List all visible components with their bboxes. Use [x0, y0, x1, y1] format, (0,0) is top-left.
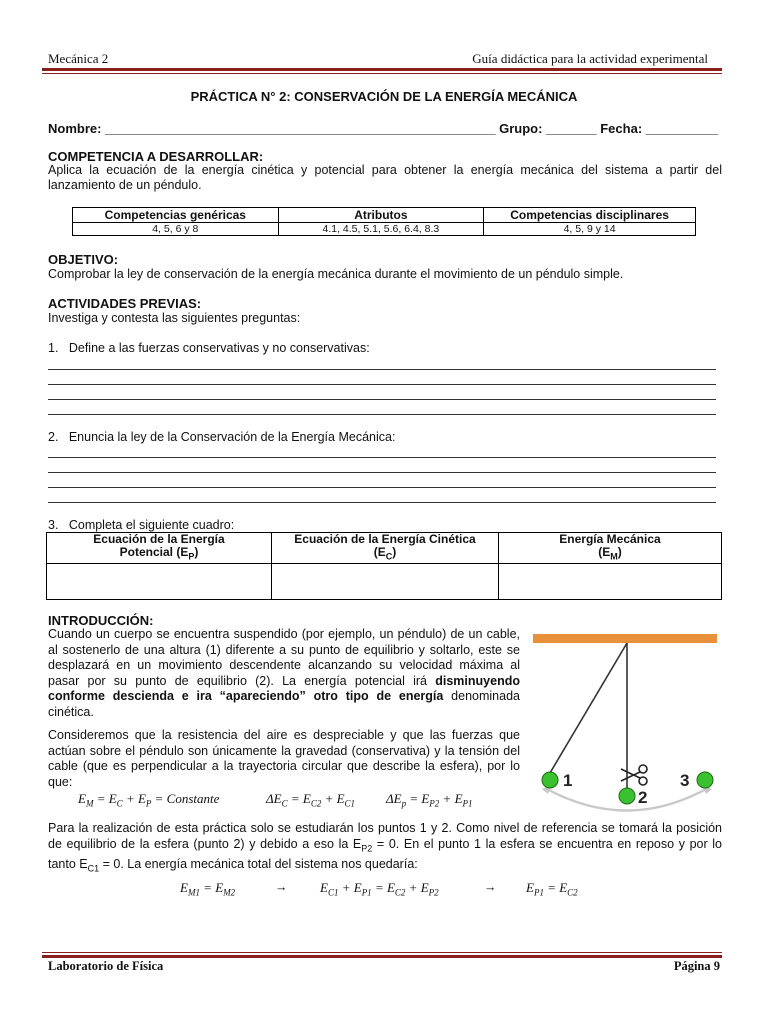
question-2: 2. Enuncia la ley de la Conservación de la Energía Mecánica: — [48, 430, 396, 444]
answer-line[interactable] — [48, 457, 716, 458]
nombre-line: Nombre: ______________________________________________________ Grupo: _______ Fecha: __________ — [48, 121, 719, 136]
previas-intro: Investiga y contesta las siguientes preguntas: — [48, 311, 301, 325]
energy-header-mecanica-line2: (E — [598, 545, 611, 559]
answer-line[interactable] — [48, 369, 716, 370]
answer-line[interactable] — [48, 472, 716, 473]
comp-header-genericas: Competencias genéricas — [73, 208, 279, 223]
question-3: 3. Completa el siguiente cuadro: — [48, 518, 235, 532]
competencia-text: Aplica la ecuación de la energía cinética y potencial para obtener la energía mecánica del sistema a partir del lanzamiento de un péndulo. — [48, 163, 722, 192]
energy-header-potencial-line1: Ecuación de la Energía — [93, 532, 225, 546]
answer-cell-mecanica[interactable] — [499, 564, 722, 600]
arrow-icon: → — [275, 880, 288, 894]
equation-energy-balance: $E_{C1} + E_{P1} = E_{C2} + E_{P2}$ — [320, 880, 439, 898]
objetivo-text: Comprobar la ley de conservación de la energía mecánica durante el movimiento de un péndulo simple. — [48, 267, 624, 281]
footer-left: Laboratorio de Física — [48, 959, 164, 973]
energy-header-cinetica — [272, 533, 499, 564]
header-right: Guía didáctica para la actividad experimental — [472, 51, 708, 66]
ball-position-3 — [697, 772, 713, 788]
comp-value-disciplinares: 4, 5, 9 y 14 — [484, 223, 696, 236]
competencias-table — [72, 207, 696, 236]
sub-p: P — [188, 551, 195, 562]
question-1: 1. Define a las fuerzas conservativas y no conservativas: — [48, 341, 370, 355]
energy-header-potencial-line2: Potencial (E — [119, 545, 189, 559]
intro-heading: INTRODUCCIÓN: — [48, 613, 154, 628]
comp-header-atributos: Atributos — [278, 208, 484, 223]
header-left: Mecánica 2 — [48, 51, 109, 66]
equation-delta-ec: $\Delta E_C = E_{C2} + E_{C1}$ — [266, 791, 356, 809]
energy-header-potencial — [47, 533, 272, 564]
intro-p1-emphasis: disminuyendo conforme descienda e ira “apareciendo” otro tipo de energía — [48, 673, 520, 703]
sub-c: C — [385, 551, 393, 562]
intro-paragraph-2: Consideremos que la resistencia del aire es despreciable y que las fuerzas que actúan sobre el péndulo son únicamente la gravedad (conservativa) y la tensión del cable (que es perpendicular a la trayectoria circular que describe la esfera), por lo que: — [48, 728, 520, 789]
arrow-icon: → — [484, 880, 497, 894]
comp-header-disciplinares: Competencias disciplinares — [484, 208, 696, 223]
footer-rule — [42, 955, 722, 958]
answer-cell-potencial[interactable] — [47, 564, 272, 600]
page-number: Página 9 — [673, 959, 720, 973]
previas-heading: ACTIVIDADES PREVIAS: — [48, 296, 202, 311]
answer-line[interactable] — [48, 502, 716, 503]
paren: ) — [194, 545, 199, 559]
energy-header-cinetica-line2: (E — [373, 545, 386, 559]
equation-em: $E_M = E_C + E_P$ = Constante — [78, 791, 220, 809]
support-bar — [533, 634, 717, 643]
answer-line[interactable] — [48, 414, 716, 415]
intro-p1-text: Cuando un cuerpo se encuentra suspendido (por ejemplo, un péndulo) de un cable, al sostenerlo de una altura (1) diferente a su punto de equilibrio y soltarlo, este se desplazará en un movimiento descendente alcanzando su velocidad máxima al pasar por su punto de equilibrio (2). La energía potencial irá — [48, 627, 520, 688]
energy-table — [46, 532, 722, 600]
pendulum-figure — [530, 628, 720, 814]
answer-cell-cinetica[interactable] — [272, 564, 499, 600]
header-rule-thin — [42, 73, 722, 74]
equation-em1-em2: $E_{M1} = E_{M2}$ — [180, 880, 236, 898]
header-rule — [42, 68, 722, 71]
paren: ) — [392, 545, 397, 559]
answer-line[interactable] — [48, 399, 716, 400]
equation-delta-ep: $\Delta E_p = E_{P2} + E_{P1}$ — [386, 791, 473, 809]
energy-header-cinetica-line1: Ecuación de la Energía Cinética — [294, 532, 476, 546]
pendulum-cable-pos1 — [550, 643, 627, 773]
intro-p1-end: denominada cinética. — [48, 689, 520, 719]
answer-line[interactable] — [48, 487, 716, 488]
scissors-icon — [621, 765, 647, 785]
energy-header-mecanica-line1: Energía Mecánica — [559, 532, 661, 546]
ball-position-1 — [542, 772, 558, 788]
answer-line[interactable] — [48, 384, 716, 385]
comp-value-atributos: 4.1, 4.5, 5.1, 5.6, 6.4, 8.3 — [278, 223, 484, 236]
competencia-heading: COMPETENCIA A DESARROLLAR: — [48, 149, 264, 164]
label-position-1: 1 — [563, 771, 573, 790]
footer-rule-thin — [42, 952, 722, 953]
label-position-2: 2 — [638, 788, 648, 807]
paren: ) — [617, 545, 622, 559]
intro-paragraph-3: Para la realización de esta práctica solo se estudiarán los puntos 1 y 2. Como nivel de referencia se tomará la posición de equilibrio de la esfera (punto 2) y debido a eso la $E_{P2} = 0$. En el punto 1 la esfera se encuentra en reposo y por lo tanto $E_{C1} = 0$. La energía mecánica total del sistema nos quedaría: — [48, 821, 722, 873]
objetivo-heading: OBJETIVO: — [48, 252, 119, 267]
page-title: PRÁCTICA N° 2: CONSERVACIÓN DE LA ENERGÍA MECÁNICA — [190, 89, 578, 104]
label-position-3: 3 — [680, 771, 690, 790]
energy-header-mecanica — [499, 533, 722, 564]
intro-paragraph-1 — [48, 627, 520, 720]
sub-m: M — [610, 551, 618, 562]
comp-value-genericas: 4, 5, 6 y 8 — [73, 223, 279, 236]
equation-ep1-ec2: $E_{P1} = E_{C2}$ — [526, 880, 578, 898]
ball-position-2 — [619, 788, 635, 804]
